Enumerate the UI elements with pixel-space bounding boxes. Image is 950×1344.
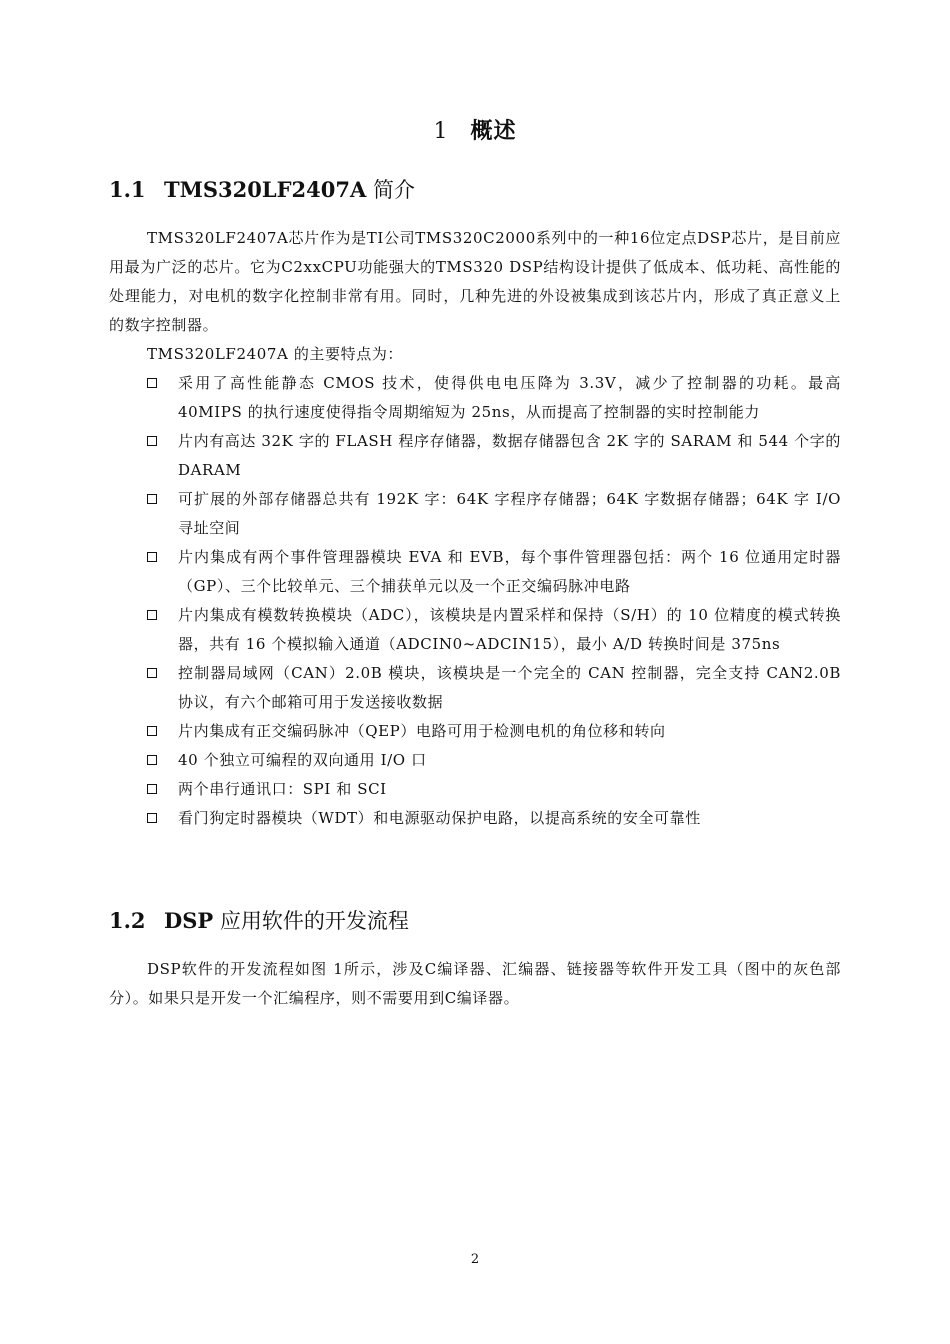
chapter-title-text: 概述 [470,118,517,144]
feature-list [147,369,841,833]
section-heading-1-2 [109,905,409,935]
list-item-text: 控制器局域网（CAN）2.0B 模块，该模块是一个完全的 CAN 控制器，完全支持 CAN2.0B 协议，有六个邮箱可用于发送接收数据 [178,664,841,711]
checkbox-bullet-icon [147,784,157,794]
list-item-text: 40 个独立可编程的双向通用 I/O 口 [178,751,427,769]
list-item [147,775,841,804]
chapter-number: 1 [433,119,449,144]
checkbox-bullet-icon [147,726,157,736]
checkbox-bullet-icon [147,378,157,388]
section-heading-1-1 [109,174,415,204]
list-item [147,543,841,601]
checkbox-bullet-icon [147,668,157,678]
checkbox-bullet-icon [147,436,157,446]
list-item-text: 片内集成有两个事件管理器模块 EVA 和 EVB，每个事件管理器包括：两个 16 位通用定时器（GP）、三个比较单元、三个捕获单元以及一个正交编码脉冲电路 [178,548,841,595]
checkbox-bullet-icon [147,494,157,504]
section-title-rest: 简介 [366,178,415,202]
list-item-text: 两个串行通讯口：SPI 和 SCI [178,780,387,798]
section-number: 1.1 [109,177,146,202]
list-item [147,804,841,833]
list-item [147,601,841,659]
list-item-text: 片内集成有正交编码脉冲（QEP）电路可用于检测电机的角位移和转向 [178,722,666,740]
checkbox-bullet-icon [147,610,157,620]
paragraph-intro: TMS320LF2407A芯片作为是TI公司TMS320C2000系列中的一种16位定点DSP芯片，是目前应用最为广泛的芯片。它为C2xxCPU功能强大的TMS320 DSP结构设计提供了低成本、低功耗、高性能的处理能力，对电机的数字化控制非常有用。同时，几种先进的外设被集成到该芯片内，形成了真正意义上的数字控制器。 [109,229,841,334]
checkbox-bullet-icon [147,755,157,765]
section-title-bold: TMS320LF2407A [164,177,367,202]
section-title-rest: 应用软件的开发流程 [213,909,409,933]
list-item-text: 可扩展的外部存储器总共有 192K 字：64K 字程序存储器；64K 字数据存储器；64K 字 I/O 寻址空间 [178,490,841,537]
list-item-text: 采用了高性能静态 CMOS 技术，使得供电电压降为 3.3V，减少了控制器的功耗。最高 40MIPS 的执行速度使得指令周期缩短为 25ns，从而提高了控制器的实时控制能力 [178,374,841,421]
list-item [147,717,841,746]
list-item [147,746,841,775]
page-number: 2 [470,1252,480,1267]
list-item-text: 片内集成有模数转换模块（ADC），该模块是内置采样和保持（S/H）的 10 位精度的模式转换器，共有 16 个模拟输入通道（ADCIN0~ADCIN15），最小 A/D 转换时间是 375ns [178,606,841,653]
paragraph-features-intro: TMS320LF2407A 的主要特点为： [147,345,404,363]
list-item [147,659,841,717]
list-item [147,369,841,427]
list-item-text: 片内有高达 32K 字的 FLASH 程序存储器，数据存储器包含 2K 字的 SARAM 和 544 个字的 DARAM [178,432,841,479]
checkbox-bullet-icon [147,813,157,823]
chapter-title [0,114,950,145]
paragraph-dev-flow: DSP软件的开发流程如图 1所示，涉及C编译器、汇编器、链接器等软件开发工具（图中的灰色部分）。如果只是开发一个汇编程序，则不需要用到C编译器。 [109,960,841,1007]
section-title-bold: DSP [164,908,214,933]
checkbox-bullet-icon [147,552,157,562]
list-item [147,427,841,485]
list-item-text: 看门狗定时器模块（WDT）和电源驱动保护电路，以提高系统的安全可靠性 [178,809,701,827]
list-item [147,485,841,543]
section-number: 1.2 [109,908,146,933]
